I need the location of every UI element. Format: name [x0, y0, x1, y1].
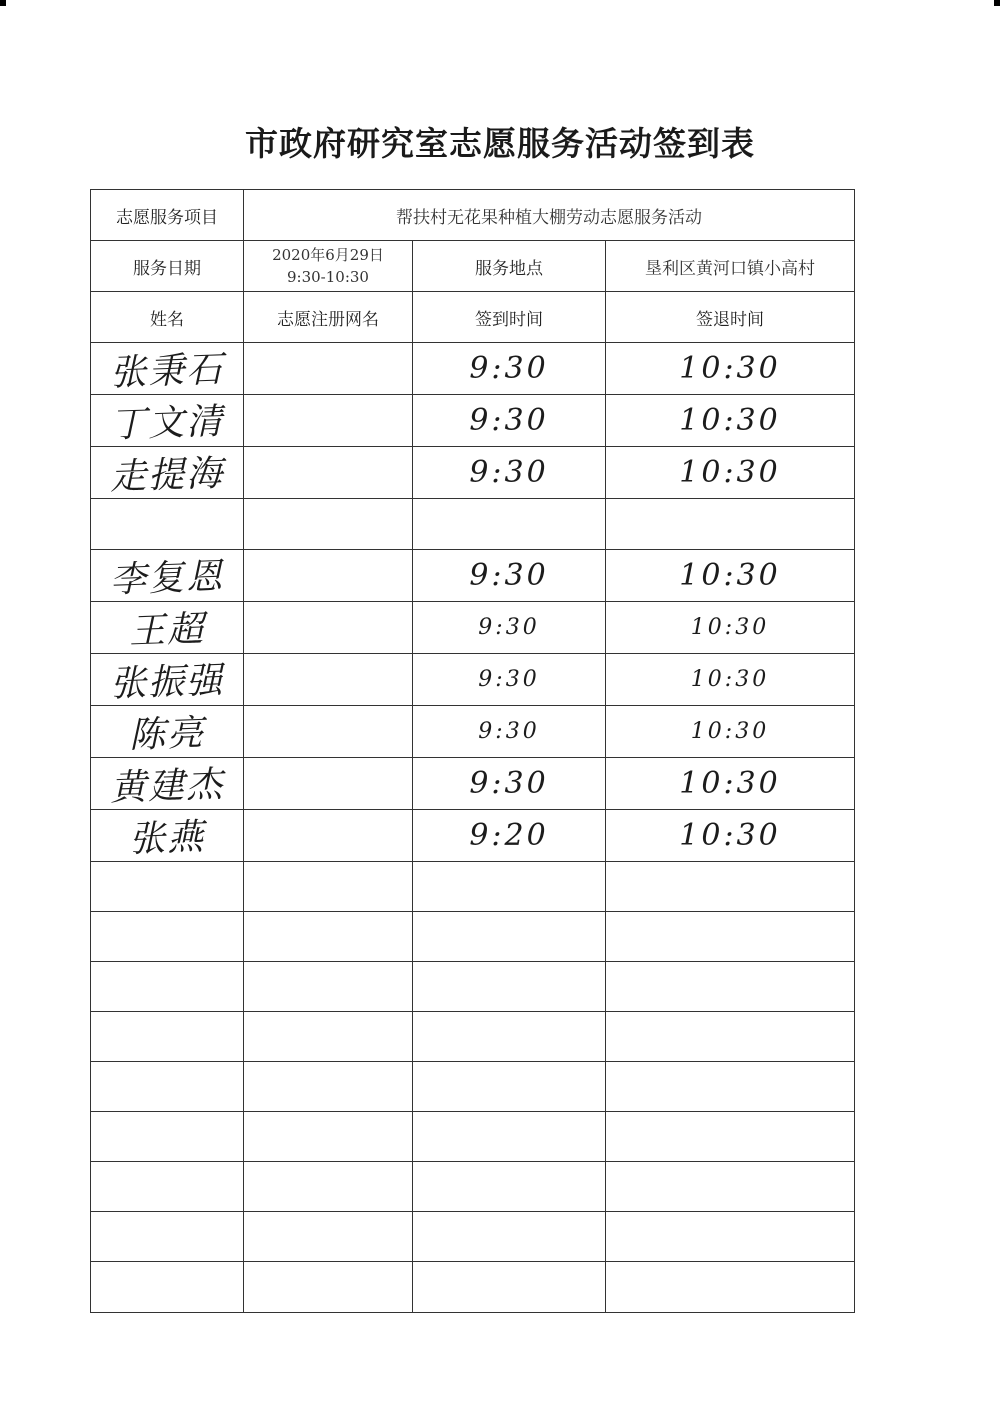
signature-name-cell — [91, 499, 244, 550]
checkin-time-cell — [413, 550, 606, 602]
reg-name-cell — [244, 810, 413, 862]
checkout-column-header: 签退时间 — [606, 292, 855, 343]
reg-name-cell — [244, 499, 413, 550]
checkout-time-cell — [606, 862, 855, 912]
checkin-time-cell — [413, 499, 606, 550]
signature-name-cell — [91, 1062, 244, 1112]
handwritten-text: 10:30 — [690, 667, 770, 692]
checkout-time-cell — [606, 912, 855, 962]
table-row — [91, 1162, 855, 1212]
checkout-time-cell — [606, 499, 855, 550]
reg-name-cell — [244, 654, 413, 706]
reg-name-cell — [244, 758, 413, 810]
checkout-time-cell — [606, 706, 855, 758]
table-row — [91, 499, 855, 550]
date-value-day: 2020年6月29日 — [272, 246, 384, 264]
checkout-time-cell — [606, 395, 855, 447]
handwritten-text: 9:30 — [478, 719, 540, 744]
signature-name-cell — [91, 962, 244, 1012]
checkin-time-cell — [413, 654, 606, 706]
checkout-time-cell — [606, 962, 855, 1012]
checkout-time-cell — [606, 654, 855, 706]
table-row — [91, 550, 855, 602]
checkin-column-header: 签到时间 — [413, 292, 606, 343]
signature-name-cell — [91, 654, 244, 706]
table-row — [91, 343, 855, 395]
handwritten-text: 10:30 — [679, 351, 781, 386]
table-row — [91, 395, 855, 447]
handwritten-text: 9:20 — [469, 818, 549, 853]
checkout-time-cell — [606, 447, 855, 499]
handwritten-text: 9:30 — [478, 667, 540, 692]
signature-name-cell — [91, 602, 244, 654]
signature-name-cell — [91, 1162, 244, 1212]
project-value: 帮扶村无花果种植大棚劳动志愿服务活动 — [244, 190, 855, 241]
table-row — [91, 862, 855, 912]
reg-name-cell — [244, 343, 413, 395]
reg-name-cell — [244, 1062, 413, 1112]
checkout-time-cell — [606, 550, 855, 602]
handwritten-signature: 陈亮 — [128, 712, 206, 757]
handwritten-text: 9:30 — [469, 455, 549, 490]
handwritten-text: 10:30 — [690, 615, 770, 640]
signature-name-cell — [91, 1262, 244, 1313]
table-row — [91, 912, 855, 962]
scan-corner-mark-right — [994, 0, 1000, 6]
handwritten-signature: 李复恩 — [109, 556, 225, 601]
signature-name-cell — [91, 1012, 244, 1062]
table-row — [91, 706, 855, 758]
table-row — [91, 1062, 855, 1112]
checkin-time-cell — [413, 1012, 606, 1062]
checkin-time-cell — [413, 447, 606, 499]
reg-name-cell — [244, 447, 413, 499]
table-row — [91, 654, 855, 706]
table-row — [91, 447, 855, 499]
table-row — [91, 758, 855, 810]
signature-name-cell — [91, 862, 244, 912]
signature-name-cell — [91, 758, 244, 810]
reg-name-cell — [244, 395, 413, 447]
date-label: 服务日期 — [91, 241, 244, 292]
handwritten-signature: 丁文清 — [109, 401, 225, 446]
reg-name-cell — [244, 862, 413, 912]
checkout-time-cell — [606, 1112, 855, 1162]
reg-name-cell — [244, 602, 413, 654]
page-title: 市政府研究室志愿服务活动签到表 — [245, 124, 755, 163]
handwritten-signature: 张燕 — [128, 816, 206, 861]
signature-name-cell — [91, 1212, 244, 1262]
reg-name-cell — [244, 1112, 413, 1162]
checkin-time-cell — [413, 1262, 606, 1313]
name-column-header: 姓名 — [91, 292, 244, 343]
handwritten-signature: 王超 — [128, 608, 206, 653]
checkout-time-cell — [606, 1062, 855, 1112]
checkout-time-cell — [606, 1212, 855, 1262]
checkin-time-cell — [413, 912, 606, 962]
handwritten-text: 10:30 — [679, 766, 781, 801]
signature-name-cell — [91, 343, 244, 395]
table-row — [91, 602, 855, 654]
reg-name-cell — [244, 706, 413, 758]
signature-name-cell — [91, 706, 244, 758]
date-location-row — [91, 241, 855, 292]
reg-name-cell — [244, 1262, 413, 1313]
handwritten-text: 9:30 — [469, 403, 549, 438]
handwritten-signature: 张振强 — [109, 660, 225, 705]
sign-in-table — [90, 189, 855, 1313]
handwritten-text: 10:30 — [679, 818, 781, 853]
scan-corner-mark-left — [0, 0, 6, 6]
handwritten-text: 10:30 — [679, 455, 781, 490]
handwritten-text: 9:30 — [478, 615, 540, 640]
handwritten-text: 9:30 — [469, 351, 549, 386]
checkout-time-cell — [606, 1162, 855, 1212]
table-row — [91, 962, 855, 1012]
checkout-time-cell — [606, 1262, 855, 1313]
checkin-time-cell — [413, 962, 606, 1012]
checkout-time-cell — [606, 1012, 855, 1062]
checkin-time-cell — [413, 343, 606, 395]
reg-name-cell — [244, 1012, 413, 1062]
reg-name-cell — [244, 1212, 413, 1262]
date-value — [244, 241, 413, 292]
checkin-time-cell — [413, 758, 606, 810]
checkin-time-cell — [413, 1212, 606, 1262]
signature-name-cell — [91, 447, 244, 499]
handwritten-text: 10:30 — [679, 558, 781, 593]
handwritten-text: 9:30 — [469, 558, 549, 593]
handwritten-signature: 张秉石 — [109, 349, 225, 394]
signature-name-cell — [91, 810, 244, 862]
location-value: 垦利区黄河口镇小高村 — [606, 241, 855, 292]
project-label: 志愿服务项目 — [91, 190, 244, 241]
reg-name-cell — [244, 912, 413, 962]
reg-name-cell — [244, 962, 413, 1012]
handwritten-signature: 黄建杰 — [109, 764, 225, 809]
signature-name-cell — [91, 912, 244, 962]
project-row — [91, 190, 855, 241]
location-label: 服务地点 — [413, 241, 606, 292]
checkout-time-cell — [606, 810, 855, 862]
checkout-time-cell — [606, 758, 855, 810]
checkout-time-cell — [606, 602, 855, 654]
reg-name-cell — [244, 1162, 413, 1212]
checkout-time-cell — [606, 343, 855, 395]
checkin-time-cell — [413, 1112, 606, 1162]
table-row — [91, 1112, 855, 1162]
handwritten-text: 10:30 — [690, 719, 770, 744]
reg-name-cell — [244, 550, 413, 602]
checkin-time-cell — [413, 862, 606, 912]
signature-name-cell — [91, 550, 244, 602]
column-header-row — [91, 292, 855, 343]
handwritten-text: 10:30 — [679, 403, 781, 438]
checkin-time-cell — [413, 395, 606, 447]
handwritten-signature: 走提海 — [109, 453, 225, 498]
date-value-time: 9:30-10:30 — [287, 268, 369, 286]
checkin-time-cell — [413, 1162, 606, 1212]
signature-name-cell — [91, 395, 244, 447]
table-row — [91, 810, 855, 862]
table-row — [91, 1012, 855, 1062]
table-row — [91, 1262, 855, 1313]
checkin-time-cell — [413, 602, 606, 654]
signature-name-cell — [91, 1112, 244, 1162]
handwritten-text: 9:30 — [469, 766, 549, 801]
reg-name-column-header: 志愿注册网名 — [244, 292, 413, 343]
checkin-time-cell — [413, 706, 606, 758]
table-row — [91, 1212, 855, 1262]
checkin-time-cell — [413, 1062, 606, 1112]
checkin-time-cell — [413, 810, 606, 862]
